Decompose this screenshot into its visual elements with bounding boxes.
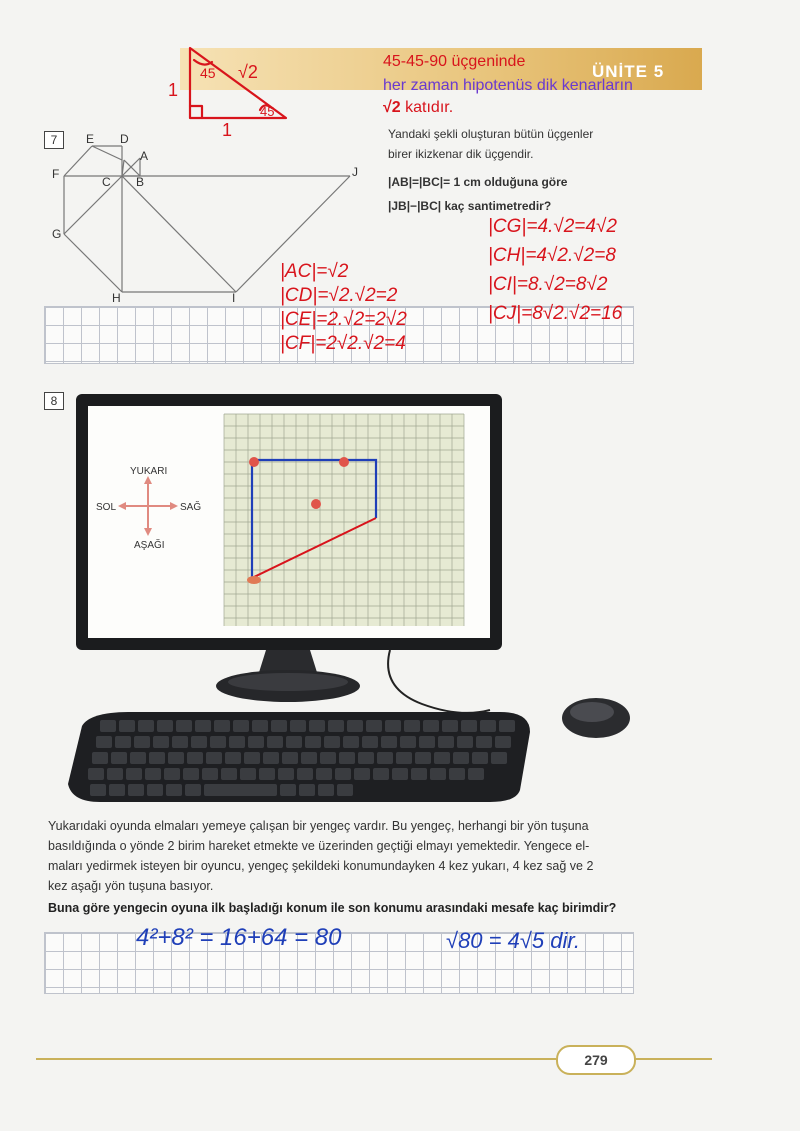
keyboard-key (225, 752, 241, 764)
crab (247, 576, 261, 584)
keyboard-key (449, 768, 465, 780)
keyboard-key (229, 736, 245, 748)
keyboard-key (366, 720, 382, 732)
keyboard-key (271, 720, 287, 732)
keyboard-key (240, 768, 256, 780)
keyboard-key (297, 768, 313, 780)
keyboard-key (259, 768, 275, 780)
fig-label-e: E (86, 132, 95, 146)
annotation-angle-right: 45 (260, 104, 275, 119)
keyboard-key (202, 768, 218, 780)
keyboard-key (461, 720, 477, 732)
keyboard-key (157, 720, 173, 732)
keyboard-key (491, 752, 507, 764)
keyboard-key (381, 736, 397, 748)
keyboard-key (153, 736, 169, 748)
keyboard-key (472, 752, 488, 764)
page-number: 279 (556, 1045, 636, 1075)
keyboard-key (337, 784, 353, 796)
keyboard-key (168, 752, 184, 764)
keyboard-key (90, 784, 106, 796)
direction-down-label: AŞAĞI (134, 540, 165, 551)
keyboard-key (419, 736, 435, 748)
keyboard-key (263, 752, 279, 764)
keyboard-key (335, 768, 351, 780)
keyboard-key (147, 784, 163, 796)
keyboard-key (166, 784, 182, 796)
keyboard-key (107, 768, 123, 780)
keyboard-key (423, 720, 439, 732)
keyboard-key (430, 768, 446, 780)
fig-label-f: F (52, 167, 60, 181)
keyboard-key (252, 720, 268, 732)
q7-text-line2: birer ikizkenar dik üçgendir. (388, 147, 534, 161)
footer-line-left (36, 1058, 556, 1060)
keyboard-key (261, 784, 277, 796)
keyboard-key (185, 784, 201, 796)
keyboard-key (354, 768, 370, 780)
fig-label-j: J (352, 165, 358, 179)
q7-hw-left-2: |CD|=√2.√2=2 (280, 285, 398, 306)
annotation-hypotenuse: √2 (238, 62, 258, 82)
annotation-note-line3 (383, 98, 453, 118)
keyboard-key (145, 768, 161, 780)
annotation-note-text: katıdır. (405, 99, 454, 116)
keyboard-key (415, 752, 431, 764)
q7-hw-left-1: |AC|=√2 (280, 261, 349, 282)
keyboard-key (111, 752, 127, 764)
fig-label-i: I (232, 291, 236, 305)
keyboard-key (339, 752, 355, 764)
q7-hw-left-4: |CF|=2√2.√2=4 (280, 333, 406, 354)
keyboard-key (396, 752, 412, 764)
q7-text-line3: |AB|=|BC|= 1 cm olduğuna göre (388, 175, 568, 189)
keyboard-key (109, 784, 125, 796)
q7-hw-left-3: |CE|=2.√2=2√2 (280, 309, 407, 330)
unit-label: ÜNİTE 5 (592, 62, 665, 81)
annotation-leg-horizontal: 1 (222, 120, 233, 140)
keyboard-key (328, 720, 344, 732)
keyboard-key (92, 752, 108, 764)
keyboard-key (358, 752, 374, 764)
keyboard-key (347, 720, 363, 732)
keyboard-key (248, 736, 264, 748)
keyboard-key (434, 752, 450, 764)
keyboard-key (88, 768, 104, 780)
keyboard-key (130, 752, 146, 764)
fig-label-c: C (102, 175, 111, 189)
keyboard-key (282, 752, 298, 764)
keyboard-key (480, 720, 496, 732)
question-7-number: 7 (44, 131, 64, 149)
keyboard-key (96, 736, 112, 748)
keyboard-key (442, 720, 458, 732)
apple-2 (339, 457, 349, 467)
annotation-note-line2: her zaman hipotenüs dik kenarların (383, 77, 633, 94)
keyboard-key (176, 720, 192, 732)
keyboard-key (138, 720, 154, 732)
footer-line-right (632, 1058, 712, 1060)
q8-para-line4: kez aşağı yön tuşuna basıyor. (48, 879, 214, 893)
keyboard-key (210, 736, 226, 748)
keyboard-key (164, 768, 180, 780)
keyboard-key (453, 752, 469, 764)
q8-para-line3: maları yedirmek isteyen bir oyuncu, yengeç şekildeki konumundayken 4 kez yukarı, 4 kez sağ ve 2 (48, 859, 594, 873)
annotation-leg-vertical: 1 (168, 80, 179, 100)
keyboard-key (468, 768, 484, 780)
keyboard-key (318, 784, 334, 796)
fig-label-d: D (120, 132, 129, 146)
q7-hw-right-1: |CG|=4.√2=4√2 (488, 216, 617, 237)
game-grid (224, 414, 464, 626)
keyboard-key (134, 736, 150, 748)
keyboard-key (343, 736, 359, 748)
keyboard-key (267, 736, 283, 748)
keyboard-key (206, 752, 222, 764)
keyboard-key (385, 720, 401, 732)
keyboard-key (362, 736, 378, 748)
keyboard-key (305, 736, 321, 748)
apple-3 (311, 499, 321, 509)
keyboard-key (404, 720, 420, 732)
q7-handwritten-right (488, 212, 688, 328)
keyboard-key (223, 784, 239, 796)
fig-label-a: A (140, 149, 149, 163)
keyboard-key (299, 784, 315, 796)
keyboard-key (233, 720, 249, 732)
q7-hw-right-3: |CI|=8.√2=8√2 (488, 274, 608, 295)
q8-para-line2: basıldığında o yönde 2 birim hareket etmekte ve üzerinden geçtiği elmayı yemektedir. Yengece el- (48, 839, 590, 853)
keyboard-key (214, 720, 230, 732)
q7-hw-right-4: |CJ|=8√2.√2=16 (488, 303, 623, 324)
keyboard-key (128, 784, 144, 796)
mouse-cable (388, 650, 490, 713)
q8-answer-left: 4²+8² = 16+64 = 80 (136, 924, 342, 951)
keyboard-key (278, 768, 294, 780)
keyboard-key (392, 768, 408, 780)
annotation-note-sqrt2: √2 (383, 99, 401, 116)
q7-text-line1: Yandaki şekli oluşturan bütün üçgenler (388, 127, 594, 141)
fig-label-h: H (112, 291, 121, 305)
keyboard-key (400, 736, 416, 748)
keyboard-key (373, 768, 389, 780)
keyboard-key (115, 736, 131, 748)
keyboard-key (438, 736, 454, 748)
keyboard-key (191, 736, 207, 748)
keyboard-key (377, 752, 393, 764)
keyboard-key (411, 768, 427, 780)
fig-label-g: G (52, 227, 62, 241)
annotation-angle-top: 45 (200, 65, 216, 81)
q7-hw-right-2: |CH|=4√2.√2=8 (488, 245, 616, 266)
fig-label-b: B (136, 175, 145, 189)
apple-1 (249, 457, 259, 467)
question-8-number: 8 (44, 392, 64, 410)
keyboard-key (242, 784, 258, 796)
computer-illustration (60, 392, 660, 812)
q8-para-line1: Yukarıdaki oyunda elmaları yemeye çalışan bir yengeç vardır. Bu yengeç, herhangi bir yön tuşuna (48, 819, 589, 833)
keyboard-key (286, 736, 302, 748)
q8-question: Buna göre yengecin oyuna ilk başladığı konum ile son konumu arasındaki mesafe kaç birimdir? (48, 901, 617, 915)
q7-handwritten-left (280, 260, 480, 356)
keyboard-key (244, 752, 260, 764)
direction-left-label: SOL (96, 502, 117, 513)
keyboard-key (183, 768, 199, 780)
keyboard-key (316, 768, 332, 780)
keyboard-key (172, 736, 188, 748)
keyboard-key (309, 720, 325, 732)
keyboard-key (301, 752, 317, 764)
keyboard-key (149, 752, 165, 764)
keyboard-key (119, 720, 135, 732)
direction-right-label: SAĞ (180, 502, 202, 513)
q7-text-line4: |JB|−|BC| kaç santimetredir? (388, 199, 552, 213)
keyboard-key (320, 752, 336, 764)
keyboard-key (495, 736, 511, 748)
keyboard-key (100, 720, 116, 732)
keyboard-key (126, 768, 142, 780)
keyboard-key (290, 720, 306, 732)
keyboard-key (324, 736, 340, 748)
keyboard-key (187, 752, 203, 764)
keyboard-key (195, 720, 211, 732)
keyboard-key (280, 784, 296, 796)
annotation-note-line1: 45-45-90 üçgeninde (383, 53, 526, 70)
keyboard-key (499, 720, 515, 732)
direction-up-label: YUKARI (130, 466, 168, 477)
keyboard-key (221, 768, 237, 780)
keyboard-key (476, 736, 492, 748)
annotation-triangle (160, 40, 300, 140)
keyboard-key (457, 736, 473, 748)
q8-answer-right: √80 = 4√5 dir. (446, 928, 581, 953)
